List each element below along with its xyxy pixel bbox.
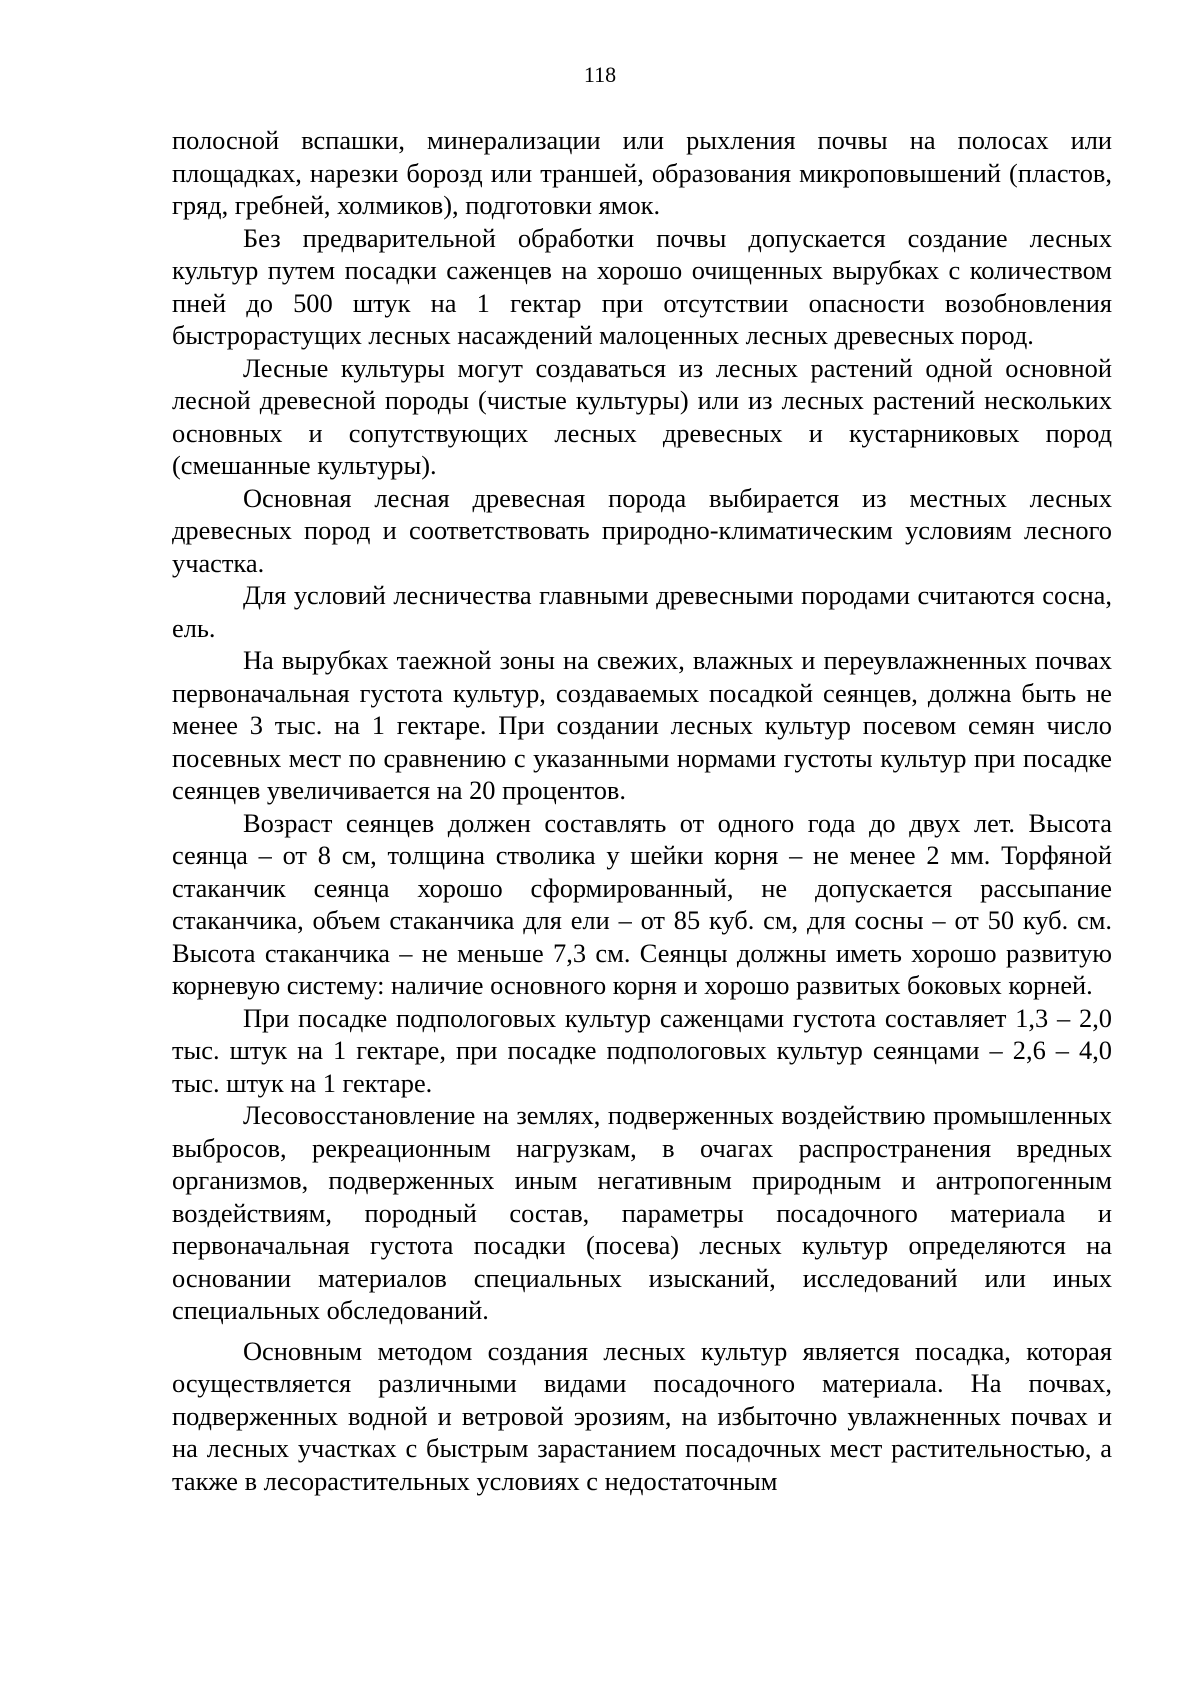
paragraph-continuation: полосной вспашки, минерализации или рыхления почвы на полосах или площадках, нарезки борозд или траншей, образования микроповышений (пластов, гряд, гребней, холмиков), подготовки ямок. xyxy=(172,125,1112,220)
paragraph-underplanting: При посадке подпологовых культур саженцами густота составляет 1,3 – 2,0 тыс. штук на 1 гектаре, при посадке подпологовых культур сеянцами – 2,6 – 4,0 тыс. штук на 1 гектаре. xyxy=(172,1002,1112,1098)
page-number: 118 xyxy=(583,62,617,87)
paragraph-no-soil-prep: Без предварительной обработки почвы допускается создание лесных культур путем посадки саженцев на хорошо очищенных вырубках с количеством пней до 500 штук на 1 гектар при отсутствии опасности возобновления быстрорастущих лесных насаждений малоценных лесных древесных пород. xyxy=(172,222,1112,350)
paragraph-seedling-age: Возраст сеянцев должен составлять от одного года до двух лет. Высота сеянца – от 8 см, толщина стволика у шейки корня – не менее 2 мм. Торфяной стаканчик сеянца хорошо сформированный, не допускается рассыпание стаканчика, объем стаканчика для ели – от 85 куб. см, для сосны – от 50 куб. см. Высота стаканчика – не меньше 7,3 см. Сеянцы должны иметь хорошо развитую корневую систему: наличие основного корня и хорошо развитых боковых корней. xyxy=(172,807,1112,1000)
paragraph-main-method: Основным методом создания лесных культур является посадка, которая осуществляется различными видами посадочного материала. На почвах, подверженных водной и ветровой эрозиям, на избыточно увлажненных почвах и на лесных участках с быстрым зарастанием посадочных мест растительностью, а также в лесорастительных условиях с недостаточным xyxy=(172,1335,1112,1496)
paragraph-reforestation: Лесовосстановление на землях, подверженных воздействию промышленных выбросов, рекреационным нагрузкам, в очагах распространения вредных организмов, подверженных иным негативным природным и антропогенным воздействиям, породный состав, параметры посадочного материала и первоначальная густота посадки (посева) лесных культур определяются на основании материалов специальных изысканий, исследований или иных специальных обследований. xyxy=(172,1100,1112,1325)
paragraph-planting-density: На вырубках таежной зоны на свежих, влажных и переувлажненных почвах первоначальная густота культур, создаваемых посадкой сеянцев, должна быть не менее 3 тыс. на 1 гектаре. При создании лесных культур посевом семян число посевных мест по сравнению с указанными нормами густоты культур при посадке сеянцев увеличивается на 20 процентов. xyxy=(172,645,1112,805)
paragraph-culture-types: Лесные культуры могут создаваться из лесных растений одной основной лесной древесной породы (чистые культуры) или из лесных растений нескольких основных и сопутствующих лесных древесных и кустарниковых пород (смешанные культуры). xyxy=(172,352,1112,480)
paragraph-main-species: Основная лесная древесная порода выбирается из местных лесных древесных пород и соответствовать природно-климатическим условиям лесного участка. xyxy=(172,482,1112,578)
document-body xyxy=(172,124,1112,1497)
paragraph-forestry-species: Для условий лесничества главными древесными породами считаются сосна, ель. xyxy=(172,580,1112,643)
